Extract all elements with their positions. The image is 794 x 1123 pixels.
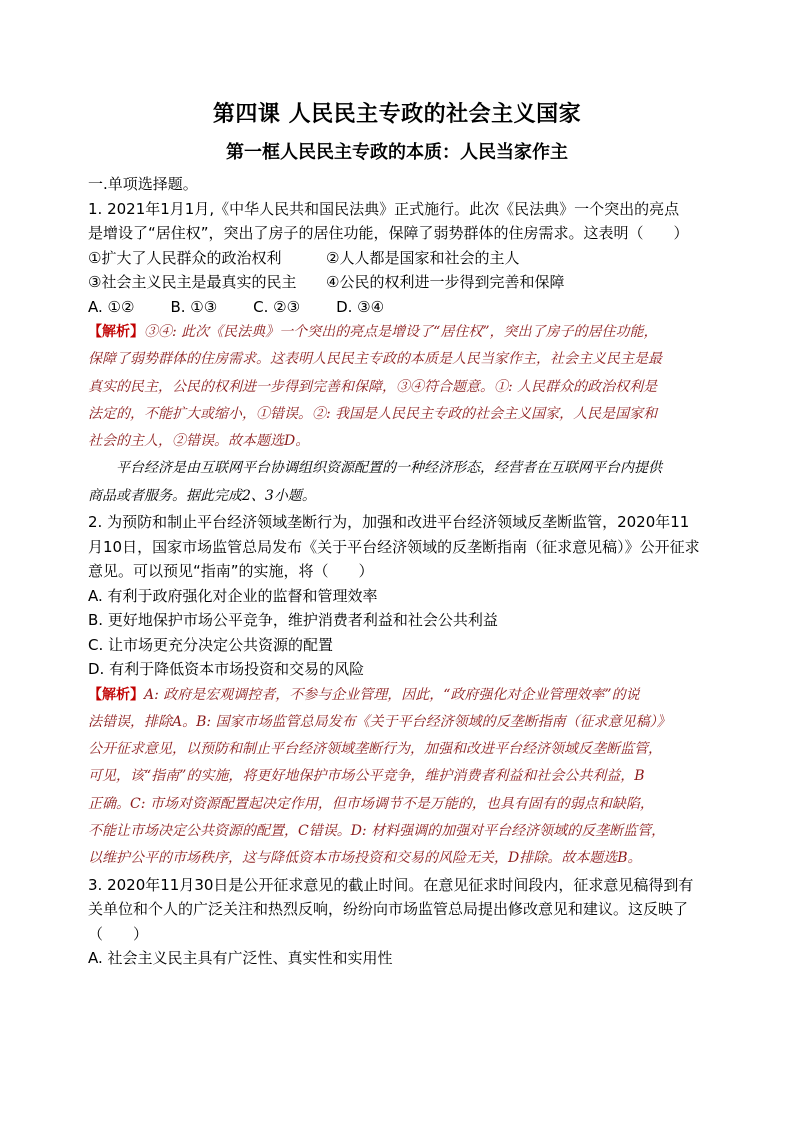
q2-analysis-line: 不能让市场决定公共资源的配置，C错误。D: 材料强调的加强对平台经济领域的反垄断监管， (88, 823, 666, 840)
q1-stem-line: 是增设了“居住权”，突出了房子的居住功能，保障了弱势群体的住房需求。这表明（ ） (88, 224, 689, 242)
q1-analysis (88, 319, 706, 455)
q2-analysis-line: 法错误，排除A。B: 国家市场监管总局发布《关于平台经济领域的反垄断指南（征求意见稿）》 (88, 713, 671, 730)
q1-analysis-line: ③④: 此次《民法典》一个突出的亮点是增设了“居住权”，突出了房子的居住功能， (144, 324, 658, 340)
material-line: 平台经济是由互联网平台协调组织资源配置的一种经济形态，经营者在互联网平台内提供 (116, 460, 662, 477)
material-line: 商品或者服务。据此完成2、3小题。 (88, 487, 316, 504)
q2-analysis-line: 正确。C: 市场对资源配置起决定作用，但市场调节不是万能的，也具有固有的弱点和缺陷， (88, 795, 654, 812)
q2-stem-line: 月10日，国家市场监管总局发布《关于平台经济领域的反垄断指南（征求意见稿）》公开征求 (88, 537, 700, 556)
q3-stem-line: （ ） (88, 924, 149, 943)
section-heading: 一.单项选择题。 (88, 175, 198, 193)
q1-choice-c: C. ②③ (253, 297, 301, 316)
q1-choice-a: A. ①② (88, 297, 135, 316)
q2-analysis-line: A: 政府是宏观调控者，不参与企业管理，因此，“政府强化对企业管理效率”的说 (144, 686, 640, 703)
q2-option-c: C. 让市场更充分决定公共资源的配置 (88, 635, 334, 654)
q1-analysis-line: 法定的，不能扩大或缩小，①错误。②: 我国是人民民主专政的社会主义国家，人民是国家和 (88, 405, 658, 422)
q1-option-3: ③社会主义民主是最真实的民主 (88, 273, 297, 291)
q1-option-1: ①扩大了人民群众的政治权利 (88, 248, 282, 267)
q1-options-row (88, 246, 706, 271)
q1-options-row (88, 270, 706, 295)
analysis-tag: 【解析】 (88, 686, 144, 703)
q2-stem-line: 意见。可以预见“指南”的实施，将（ ） (88, 562, 374, 581)
q2-stem-line: 2. 为预防和制止平台经济领域垄断行为，加强和改进平台经济领域反垄断监管，2020年11 (88, 513, 690, 532)
question-1 (88, 197, 706, 456)
q1-option-2: ②人人都是国家和社会的主人 (326, 248, 520, 267)
q1-choice-b: B. ①③ (170, 297, 218, 316)
q1-option-4: ④公民的权利进一步得到完善和保障 (326, 273, 565, 291)
q1-stem-line: 1. 2021年1月1月,《中华人民共和国民法典》正式施行。此次《民法典》一个突出的亮点 (88, 199, 680, 218)
page-subtitle: 第一框人民民主专政的本质：人民当家作主 (226, 142, 568, 163)
q1-choice-d: D. ③④ (336, 297, 385, 316)
q1-analysis-line: 社会的主人，②错误。故本题选D。 (88, 433, 310, 450)
q2-analysis-line: 可见，该“指南”的实施，将更好地保护市场公平竞争，维护消费者利益和社会公共利益，B (88, 768, 645, 785)
q3-option-a: A. 社会主义民主具有广泛性、真实性和实用性 (88, 949, 393, 968)
q3-stem-line: 关单位和个人的广泛关注和热烈反响，纷纷向市场监管总局提出修改意见和建议。这反映了 (88, 900, 689, 919)
analysis-tag: 【解析】 (88, 324, 144, 340)
q2-analysis (88, 682, 706, 873)
q1-analysis-line: 真实的民主，公民的权利进一步得到完善和保障，③④符合题意。①: 人民群众的政治权利是 (88, 378, 658, 395)
q2-analysis-line: 以维护公平的市场秩序，这与降低资本市场投资和交易的风险无关，D排除。故本题选B。 (88, 850, 642, 867)
page-title: 第四课 人民民主专政的社会主义国家 (212, 101, 582, 127)
question-3 (88, 873, 706, 971)
q2-analysis-line: 公开征求意见，以预防和制止平台经济领域垄断行为，加强和改进平台经济领域反垄断监管， (88, 741, 662, 758)
q3-stem-line: 3. 2020年11月30日是公开征求意见的截止时间。在意见征求时间段内，征求意见稿得到有 (88, 875, 694, 894)
material-passage (88, 455, 706, 510)
q1-choices (88, 295, 706, 320)
q2-option-b: B. 更好地保护市场公平竞争，维护消费者利益和社会公共利益 (88, 611, 498, 630)
q1-analysis-line: 保障了弱势群体的住房需求。这表明人民民主专政的本质是人民当家作主，社会主义民主是最 (88, 351, 662, 368)
question-2 (88, 510, 706, 873)
q2-option-a: A. 有利于政府强化对企业的监督和管理效率 (88, 586, 378, 605)
q2-option-d: D. 有利于降低资本市场投资和交易的风险 (88, 660, 365, 679)
